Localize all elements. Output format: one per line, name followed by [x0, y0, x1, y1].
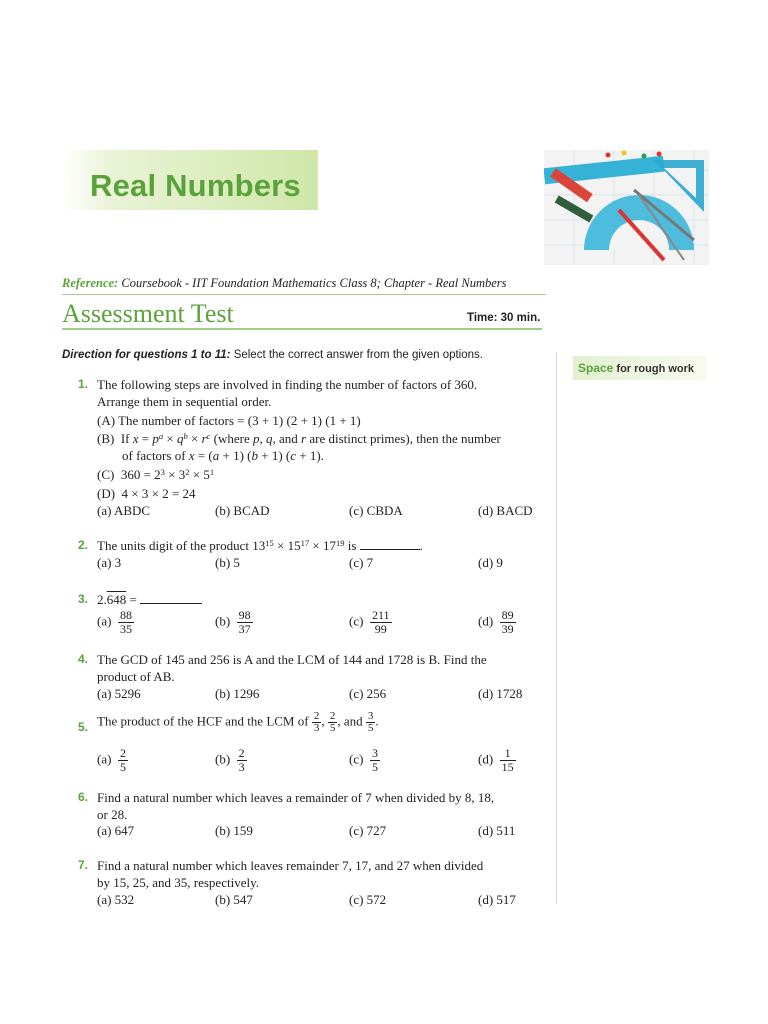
- question-3-text: 2.648 =: [97, 591, 202, 608]
- question-1-step-d: (D) 4 × 3 × 2 = 24: [97, 486, 196, 501]
- rough-work-label: [578, 361, 694, 375]
- question-7-line1: Find a natural number which leaves remainder 7, 17, and 27 when divided: [97, 858, 484, 873]
- question-4-line2: product of AB.: [97, 669, 175, 684]
- rough-work-rest: for rough work: [616, 363, 695, 375]
- reference-text: Coursebook - IIT Foundation Mathematics Class 8; Chapter - Real Numbers: [121, 276, 507, 290]
- geometry-instruments-image: [544, 150, 709, 265]
- question-2-option-d: (d) 9: [478, 555, 503, 570]
- question-4-option-d: (d) 1728: [478, 686, 523, 701]
- question-2-text: The units digit of the product $13^{15} \times 15^{17} \times 17^{19}$ is .: [97, 538, 423, 553]
- reference-label: Reference:: [62, 276, 119, 290]
- question-4-option-a: (a) 5296: [97, 686, 141, 701]
- question-2-option-b: (b) 5: [215, 555, 240, 570]
- reference-line: [62, 276, 507, 291]
- question-3-option-a: (a) $\frac{88}{35}$: [97, 608, 132, 636]
- question-6-option-d: (d) 511: [478, 823, 516, 838]
- question-6-option-b: (b) 159: [215, 823, 253, 838]
- question-number: 2.: [78, 538, 89, 552]
- question-7-option-b: (b) 547: [215, 892, 253, 907]
- rough-work-divider: [556, 352, 557, 904]
- question-1-option-c: (c) CBDA: [349, 503, 403, 518]
- question-7-option-a: (a) 532: [97, 892, 135, 907]
- question-2-option-c: (c) 7: [349, 555, 374, 570]
- question-7-line2: by 15, 25, and 35, respectively.: [97, 875, 259, 890]
- question-6-line2: or 28.: [97, 807, 128, 822]
- question-4-option-c: (c) 256: [349, 686, 387, 701]
- question-1-option-d: (d) BACD: [478, 503, 533, 518]
- direction-text: Select the correct answer from the given options.: [233, 349, 483, 361]
- question-1-step-c: (C) $360 = 2^3 \times 3^2 \times 5^1$: [97, 467, 215, 482]
- question-5-text: The product of the HCF and the LCM of $\frac{2}{3}$ , $\frac{2}{5}$ , and $\frac{3}{5}$ .: [97, 710, 379, 734]
- question-6-option-a: (a) 647: [97, 823, 135, 838]
- question-7-option-d: (d) 517: [478, 892, 516, 907]
- question-6-line1: Find a natural number which leaves a remainder of 7 when divided by 8, 18,: [97, 790, 495, 805]
- question-2-option-a: (a) 3: [97, 555, 122, 570]
- rough-work-space: Space: [578, 361, 614, 375]
- question-3-option-b: (b) $\frac{98}{37}$: [215, 608, 251, 636]
- question-1-option-a: (a) ABDC: [97, 503, 151, 518]
- question-3-option-d: (d) $\frac{89}{39}$: [478, 608, 514, 636]
- question-6-option-c: (c) 727: [349, 823, 387, 838]
- question-1-line1: The following steps are involved in finding the number of factors of 360.: [97, 377, 478, 392]
- question-number: 4.: [78, 652, 89, 666]
- question-number: 1.: [78, 377, 89, 391]
- direction-line: [62, 349, 483, 361]
- question-4-line1: The GCD of 145 and 256 is A and the LCM of 144 and 1728 is B. Find the: [97, 652, 487, 667]
- question-5-option-a: (a) $\frac{2}{5}$: [97, 746, 126, 774]
- question-1-step-b-cont: of factors of x = (a + 1) (b + 1) (c + 1).: [122, 448, 324, 463]
- reference-divider: [62, 294, 546, 295]
- question-4-option-b: (b) 1296: [215, 686, 260, 701]
- question-number: 5.: [78, 720, 89, 734]
- chapter-title: Real Numbers: [90, 168, 301, 203]
- question-3-option-c: (c) $\frac{211}{99}$: [349, 608, 390, 636]
- question-5-option-b: (b) $\frac{2}{3}$: [215, 746, 245, 774]
- question-number: 3.: [78, 592, 89, 606]
- question-1-line2: Arrange them in sequential order.: [97, 394, 272, 409]
- question-1-step-a: (A) The number of factors = (3 + 1) (2 + 1) (1 + 1): [97, 413, 361, 428]
- assessment-divider: [62, 328, 542, 330]
- question-5-option-d: (d) $\frac{1}{15}$: [478, 746, 514, 774]
- question-1-step-b: (B) If $x = p^a \times q^b \times r^c$ (where p, q, and r are distinct primes), then the number: [97, 431, 501, 446]
- time-limit: Time: 30 min.: [467, 312, 541, 324]
- assessment-title: Assessment Test: [62, 299, 234, 328]
- question-number: 6.: [78, 790, 89, 804]
- question-number: 7.: [78, 858, 89, 872]
- question-1-option-b: (b) BCAD: [215, 503, 270, 518]
- question-5-option-c: (c) $\frac{3}{5}$: [349, 746, 378, 774]
- direction-label: Direction for questions 1 to 11:: [62, 349, 231, 361]
- question-7-option-c: (c) 572: [349, 892, 387, 907]
